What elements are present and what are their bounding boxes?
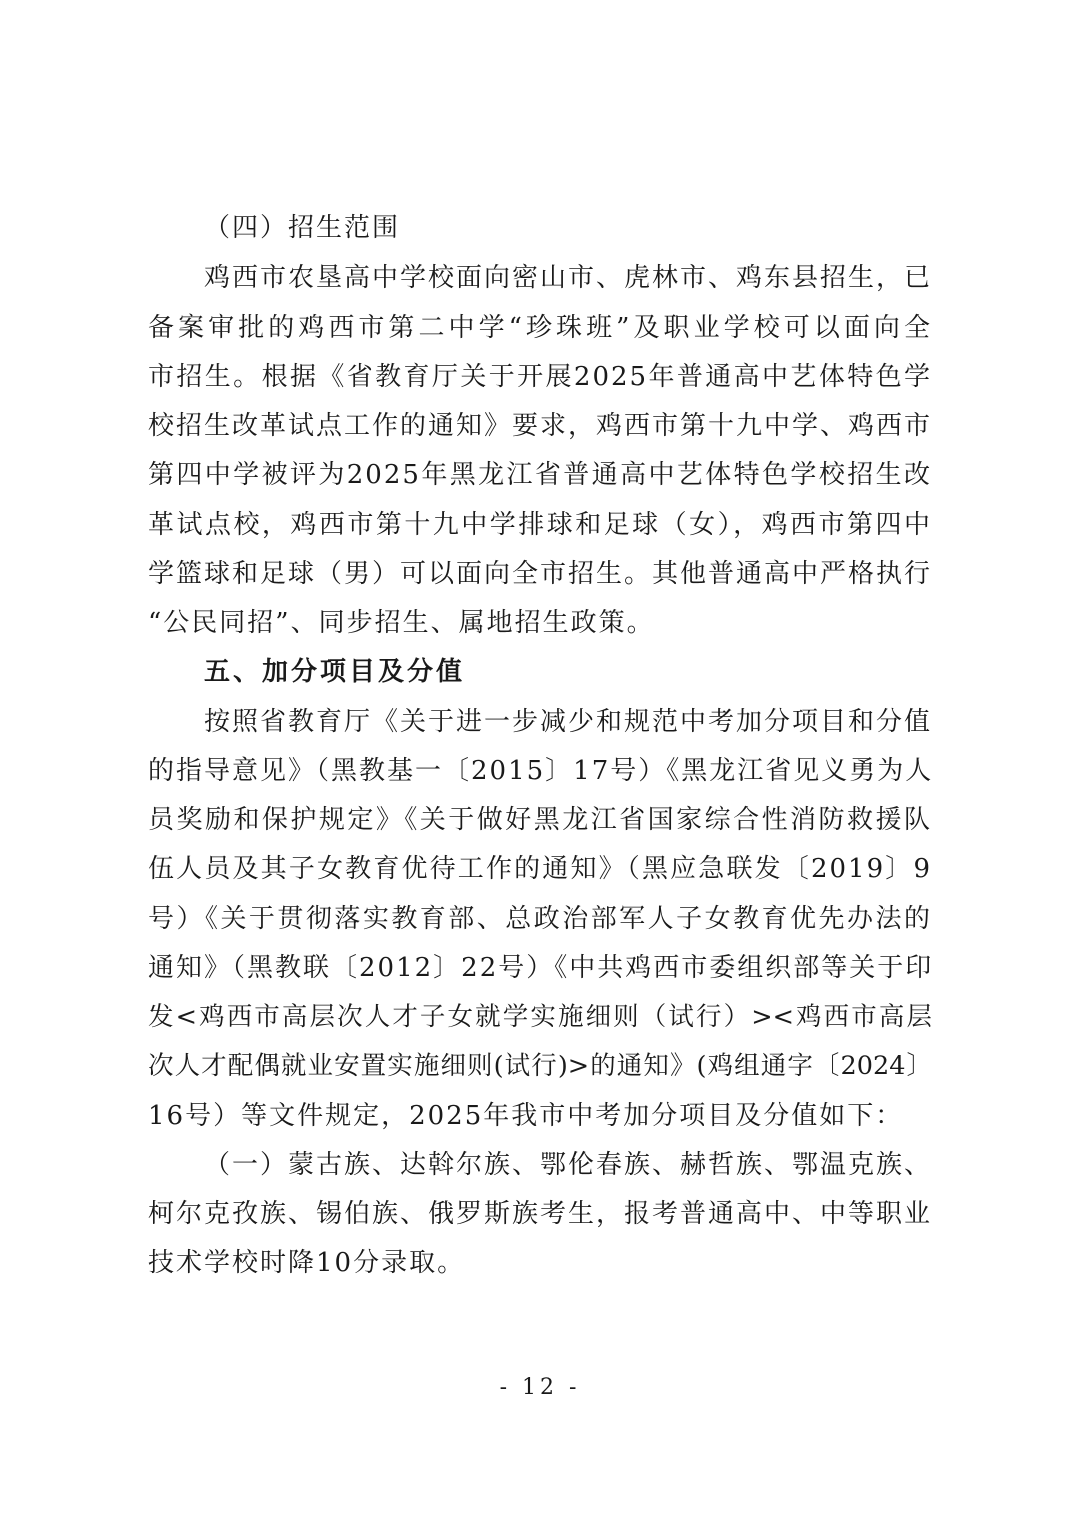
paragraph-line: 的指导意见》（黑教基一〔2015〕17号）《黑龙江省见义勇为人 xyxy=(148,756,934,786)
paragraph-line: 伍人员及其子女教育优待工作的通知》（黑应急联发〔2019〕9 xyxy=(148,854,932,884)
paragraph-line: 第四中学被评为2025年黑龙江省普通高中艺体特色学校招生改 xyxy=(148,460,932,490)
paragraph-line: 备案审批的鸡西市第二中学“珍珠班”及职业学校可以面向全 xyxy=(148,313,932,343)
paragraph-line: 鸡西市农垦高中学校面向密山市、虎林市、鸡东县招生，已 xyxy=(204,263,933,293)
paragraph-line: 按照省教育厅《关于进一步减少和规范中考加分项目和分值 xyxy=(204,707,933,737)
paragraph-line: 次人才配偶就业安置实施细则(试行)>的通知》(鸡组通字〔2024〕 xyxy=(148,1051,932,1081)
page-number: - 12 - xyxy=(499,1375,581,1400)
paragraph-line: 学篮球和足球（男）可以面向全市招生。其他普通高中严格执行 xyxy=(148,559,933,589)
paragraph-line: “公民同招”、同步招生、属地招生政策。 xyxy=(148,608,655,638)
section-heading-bonus-points: 五、加分项目及分值 xyxy=(204,657,466,687)
paragraph-line: 16号）等文件规定，2025年我市中考加分项目及分值如下： xyxy=(148,1101,904,1131)
subsection-heading-enrollment-scope: （四）招生范围 xyxy=(204,213,401,243)
paragraph-line: 革试点校，鸡西市第十九中学排球和足球（女），鸡西市第四中 xyxy=(148,510,932,540)
paragraph-line: 市招生。根据《省教育厅关于开展2025年普通高中艺体特色学 xyxy=(148,362,932,392)
paragraph-line: 号）《关于贯彻落实教育部、总政治部军人子女教育优先办法的 xyxy=(148,904,932,934)
paragraph-line: （一）蒙古族、达斡尔族、鄂伦春族、赫哲族、鄂温克族、 xyxy=(204,1150,933,1180)
paragraph-line: 柯尔克孜族、锡伯族、俄罗斯族考生，报考普通高中、中等职业 xyxy=(148,1199,933,1229)
paragraph-line: 技术学校时降10分录取。 xyxy=(148,1248,466,1278)
paragraph-line: 员奖励和保护规定》《关于做好黑龙江省国家综合性消防救援队 xyxy=(148,805,932,835)
paragraph-line: 校招生改革试点工作的通知》要求，鸡西市第十九中学、鸡西市 xyxy=(148,411,933,441)
paragraph-line: 发<鸡西市高层次人才子女就学实施细则（试行）><鸡西市高层 xyxy=(148,1002,932,1032)
paragraph-line: 通知》（黑教联〔2012〕22号）《中共鸡西市委组织部等关于印 xyxy=(148,953,934,983)
